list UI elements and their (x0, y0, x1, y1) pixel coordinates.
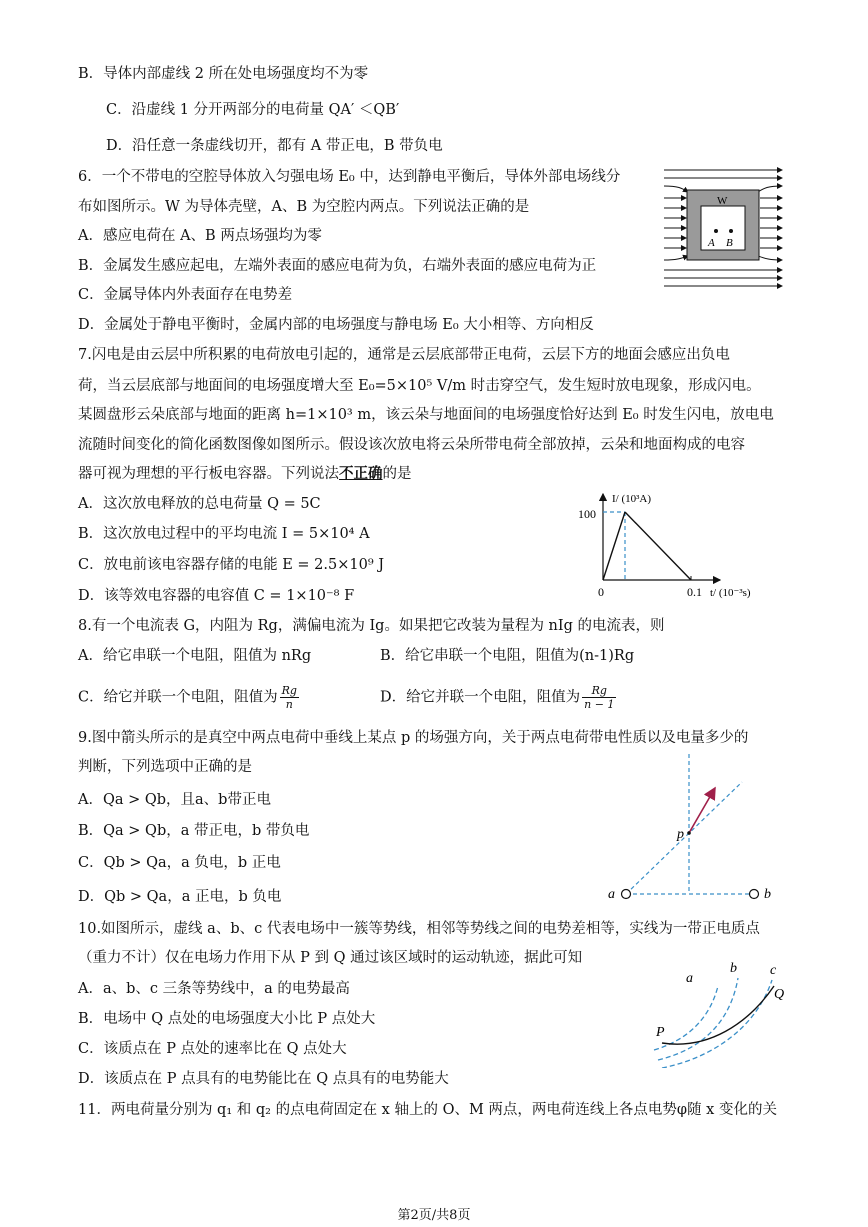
q8-option-a: A．给它串联一个电阻，阻值为 nRg (78, 648, 312, 664)
x-tick-0-1: 0.1 (687, 585, 702, 599)
q6-option-d: D．金属处于静电平衡时，金属内部的电场强度与静电场 E₀ 大小相等、方向相反 (78, 317, 594, 333)
q7-stem-line3: 某圆盘形云朵底部与地面的距离 h=1×10³ m，该云朵与地面间的电场强度恰好达到 E₀ 时发生闪电，放电电 (78, 407, 774, 423)
two-charges-figure (600, 752, 790, 904)
y-tick-100: 100 (578, 507, 596, 521)
q6-option-b: B．金属发生感应起电，左端外表面的感应电荷为负，右端外表面的感应电荷为正 (78, 258, 597, 274)
q5-option-b: B．导体内部虚线 2 所在处电场强度均不为零 (78, 66, 369, 82)
discharge-current-chart (570, 488, 770, 604)
x-axis-label: t/ (10⁻³s) (710, 587, 751, 599)
q9-stem-line2: 判断，下列选项中正确的是 (78, 759, 252, 775)
q7-stem-line1: 7.闪电是由云层中所积累的电荷放电引起的，通常是云层底部带正电荷，云层下方的地面会感应出负电 (78, 347, 730, 363)
origin-label: 0 (598, 585, 604, 599)
page-number-footer: 第2页/共8页 (397, 1208, 471, 1223)
y-axis-label: I/ (10³A) (612, 493, 652, 505)
q11-stem-line1: 11．两电荷量分别为 q₁ 和 q₂ 的点电荷固定在 x 轴上的 O、M 两点，两电荷连线上各点电势φ随 x 变化的关 (78, 1102, 777, 1118)
current-rise-segment (603, 512, 625, 580)
q7-stem-line4: 流随时间变化的简化函数图像如图所示。假设该次放电将云朵所带电荷全部放掉，云朵和地面构成的电容 (78, 437, 745, 453)
point-b-label: B (726, 237, 733, 249)
q7-option-b: B．这次放电过程中的平均电流 I = 5×10⁴ A (78, 526, 370, 542)
q8-option-b: B．给它串联一个电阻，阻值为(n-1)Rg (380, 648, 635, 664)
q6-stem-line1: 6．一个不带电的空腔导体放入匀强电场 E₀ 中，达到静电平衡后，导体外部电场线分 (78, 169, 621, 185)
line-a-label: a (686, 971, 693, 986)
q7-stem-line5: 器可视为理想的平行板电容器。下列说法不正确的是 (78, 465, 412, 482)
charge-b (750, 890, 759, 899)
q5-option-d: D．沿任意一条虚线切开，都有 A 带正电，B 带负电 (106, 138, 443, 154)
q7-option-a: A．这次放电释放的总电荷量 Q = 5C (78, 496, 321, 512)
shell-label: W (717, 195, 728, 207)
equipotential-figure (648, 958, 798, 1068)
b-label: b (764, 887, 771, 902)
point-a-label: A (708, 237, 715, 249)
p-label: p (677, 827, 684, 842)
q7-option-c: C．放电前该电容器存储的电能 E = 2.5×10⁹ J (78, 557, 385, 573)
q10-option-c: C．该质点在 P 点处的速率比在 Q 点处大 (78, 1041, 347, 1057)
q9-stem-line1: 9.图中箭头所示的是真空中两点电荷中垂线上某点 p 的场强方向，关于两点电荷带电性质以及电量多少的 (78, 730, 749, 746)
line-b-label: b (730, 961, 737, 976)
q5-option-c: C．沿虚线 1 分开两部分的电荷量 QA′ ＜QB′ (106, 102, 400, 118)
q10-option-d: D．该质点在 P 点具有的电势能比在 Q 点具有的电势能大 (78, 1071, 449, 1087)
fraction-rg-over-n-minus-1: $\frac{Rg}{n - 1}$ (584, 684, 615, 711)
particle-trajectory (662, 986, 774, 1044)
q6-option-c: C．金属导体内外表面存在电势差 (78, 287, 293, 303)
field-direction-arrow (689, 788, 715, 833)
q10-stem-line1: 10.如图所示，虚线 a、b、c 代表电场中一簇等势线，相邻等势线之间的电势差相等，实线为一带正电质点 (78, 921, 760, 937)
current-fall-segment (625, 512, 691, 580)
q9-option-b: B．Qa > Qb，a 带正电，b 带负电 (78, 823, 310, 839)
q10-option-b: B．电场中 Q 点处的电场强度大小比 P 点处大 (78, 1011, 376, 1027)
q7-stem-line2: 荷，当云层底部与地面间的电场强度增大至 E₀=5×10⁵ V/m 时击穿空气，发生短时放电现象，形成闪电。 (78, 378, 761, 394)
q9-option-c: C．Qb > Qa，a 负电，b 正电 (78, 855, 281, 871)
q9-option-d: D．Qb > Qa，a 正电，b 负电 (78, 889, 282, 905)
charge-a (622, 890, 631, 899)
q8-stem: 8.有一个电流表 G，内阻为 Rg，满偏电流为 Ig。如果把它改装为量程为 nIg 的电流表，则 (78, 618, 665, 634)
point-q-label: Q (774, 987, 785, 1002)
q10-option-a: A．a、b、c 三条等势线中，a 的电势最高 (78, 981, 350, 997)
q6-stem-line2: 布如图所示。W 为导体壳壁，A、B 为空腔内两点。下列说法正确的是 (78, 199, 530, 215)
q7-option-d: D．该等效电容器的电容值 C = 1×10⁻⁸ F (78, 588, 355, 604)
a-label: a (608, 887, 615, 902)
q6-option-a: A．感应电荷在 A、B 两点场强均为零 (78, 228, 322, 244)
q10-stem-line2: （重力不计）仅在电场力作用下从 P 到 Q 通过该区域时的运动轨迹，据此可知 (78, 950, 583, 966)
emphasis-not-correct: 不正确 (339, 465, 383, 482)
line-c-label: c (770, 963, 777, 978)
q8-option-c: C．给它并联一个电阻，阻值为 $\frac{Rg}{n}$ (78, 684, 297, 711)
fraction-rg-over-n: $\frac{Rg}{n}$ (281, 684, 297, 711)
q9-option-a: A．Qa > Qb，且a、b带正电 (78, 792, 271, 808)
conductor-field-figure (660, 164, 786, 292)
point-p-label: P (656, 1025, 665, 1040)
q8-option-d: D．给它并联一个电阻，阻值为 $\frac{Rg}{n - 1}$ (380, 684, 615, 711)
